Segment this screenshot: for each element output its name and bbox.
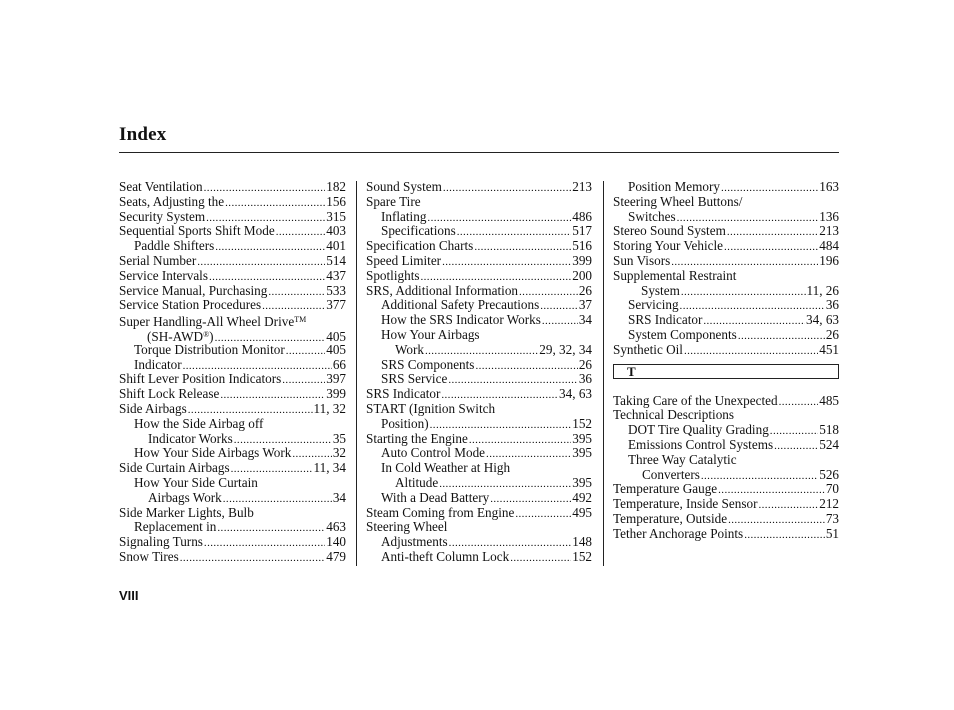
index-entry	[119, 224, 346, 239]
index-entry-term: Work	[395, 341, 424, 357]
index-entry	[366, 417, 592, 432]
index-entry-term: Paddle Shifters	[134, 238, 215, 254]
index-entry-page: 152	[572, 415, 592, 431]
index-entry-term: Steering Wheel Buttons/	[613, 193, 743, 209]
index-entry-term: Sequential Sports Shift Mode	[119, 223, 275, 239]
index-entry-page: 437	[326, 267, 346, 283]
dot-leader	[758, 497, 818, 513]
index-entry	[366, 358, 592, 373]
index-entry-term: SRS Indicator	[366, 386, 441, 402]
index-entry	[119, 446, 346, 461]
index-entry-page: 401	[326, 238, 346, 254]
index-entry-page: 485	[819, 392, 839, 408]
index-entry-page: 213	[572, 179, 592, 194]
dot-leader	[457, 224, 572, 240]
index-entry-page: 26	[825, 326, 839, 342]
index-entry-term: Steam Coming from Engine	[366, 504, 515, 520]
index-entry	[119, 491, 346, 506]
index-entry	[613, 512, 839, 527]
index-entry	[119, 417, 346, 432]
index-entry	[119, 535, 346, 550]
index-entry	[366, 432, 592, 447]
index-entry-term: Spare Tire	[366, 193, 421, 209]
index-entry-term: Steering Wheel	[366, 519, 448, 535]
index-entry-term: Service Intervals	[119, 267, 208, 283]
dot-leader	[282, 372, 325, 388]
dot-leader	[204, 535, 325, 551]
index-entry	[119, 313, 346, 328]
index-entry	[366, 269, 592, 284]
index-entry-page: 51	[825, 525, 839, 541]
index-entry-term: How Your Side Airbags Work	[134, 445, 292, 461]
index-entry	[366, 491, 592, 506]
index-entry-term: START (Ignition Switch	[366, 400, 496, 416]
index-entry-page: 395	[572, 430, 592, 446]
dot-leader	[681, 284, 806, 300]
index-entry	[119, 476, 346, 491]
index-entry-term: Three Way Catalytic	[628, 451, 737, 467]
index-entry-page: 34	[332, 489, 346, 505]
index-entry-term: Supplemental Restraint	[613, 267, 737, 283]
dot-leader	[443, 180, 571, 196]
dot-leader	[515, 506, 571, 522]
index-entry-term: Side Marker Lights, Bulb	[119, 504, 254, 520]
index-entry	[119, 343, 346, 358]
dot-leader	[701, 468, 818, 484]
index-entry	[119, 432, 346, 447]
index-entry	[366, 535, 592, 550]
index-entry-term: Adjustments	[381, 534, 448, 550]
dot-leader	[738, 328, 825, 344]
index-entry-page: 399	[326, 386, 346, 402]
index-entry-page: 377	[326, 297, 346, 313]
index-entry-page: 518	[819, 422, 839, 438]
index-entry-page: 213	[819, 223, 839, 239]
index-entry	[613, 408, 839, 423]
index-entry-term: Security System	[119, 208, 206, 224]
dot-leader	[220, 387, 325, 403]
index-entry-page: 405	[326, 328, 346, 344]
index-entry	[366, 506, 592, 521]
index-entry-term: Serial Number	[119, 252, 197, 268]
index-entry-page: 517	[572, 223, 592, 239]
index-entry-term: SRS Service	[381, 371, 448, 387]
index-entry	[119, 550, 346, 565]
dot-leader	[510, 550, 571, 566]
index-entry-page: 37	[578, 297, 592, 313]
index-entry	[119, 402, 346, 417]
index-entry	[613, 224, 839, 239]
dot-leader	[779, 394, 819, 410]
dot-leader	[774, 438, 818, 454]
index-entry	[119, 506, 346, 521]
index-entry-page: 136	[819, 208, 839, 224]
index-entry-term: System	[641, 282, 680, 298]
index-entry-page: 526	[819, 466, 839, 482]
index-entry	[613, 497, 839, 512]
index-entry-term: SRS Indicator	[628, 312, 703, 328]
index-entry-term: Altitude	[395, 474, 439, 490]
index-entry-page: 212	[819, 496, 839, 512]
dot-leader	[197, 254, 325, 270]
dot-leader	[215, 239, 325, 255]
index-entry	[366, 550, 592, 565]
index-column-3-part-b	[613, 394, 839, 542]
dot-leader	[684, 343, 818, 359]
index-entry	[119, 195, 346, 210]
dot-leader	[217, 520, 325, 536]
index-entry-term: Sound System	[366, 179, 442, 194]
index-entry	[613, 180, 839, 195]
index-entry	[119, 461, 346, 476]
index-entry-term: Anti-theft Column Lock	[381, 548, 510, 564]
index-entry-page: 451	[819, 341, 839, 357]
index-entry	[119, 520, 346, 535]
index-entry	[119, 298, 346, 313]
index-entry-term: Emissions Control Systems	[628, 436, 774, 452]
index-entry-term: Starting the Engine	[366, 430, 468, 446]
index-entry-page: 196	[819, 252, 839, 268]
index-entry-page: 73	[825, 510, 839, 526]
index-entry	[366, 520, 592, 535]
index-entry-term: Snow Tires	[119, 548, 179, 564]
index-entry-term: Additional Safety Precautions	[381, 297, 540, 313]
index-entry-term: Spotlights	[366, 267, 420, 283]
index-entry-page: 486	[572, 208, 592, 224]
index-entry	[613, 210, 839, 225]
index-entry-term: Indicator	[134, 356, 182, 372]
index-entry-page: 29, 32, 34	[539, 341, 592, 357]
index-entry	[119, 254, 346, 269]
letter-section-header: T	[613, 364, 839, 379]
dot-leader	[474, 239, 571, 255]
index-entry	[366, 476, 592, 491]
index-entry-term: Shift Lock Release	[119, 386, 220, 402]
index-entry-term: How the Side Airbag off	[134, 415, 264, 431]
index-entry	[366, 328, 592, 343]
index-entry-term: Service Station Procedures	[119, 297, 262, 313]
index-entry-term: Airbags Work	[148, 489, 222, 505]
index-entry	[119, 210, 346, 225]
index-entry-page: 140	[326, 534, 346, 550]
index-entry-page: 66	[332, 356, 346, 372]
index-entry	[119, 372, 346, 387]
index-entry-term: In Cold Weather at High	[381, 460, 511, 476]
index-entry-page: 34	[578, 312, 592, 328]
index-entry	[366, 343, 592, 358]
index-entry-term: Side Airbags	[119, 400, 187, 416]
index-entry-term: Temperature Gauge	[613, 481, 718, 497]
index-entry-term: Super Handling-All Wheel Drive™	[119, 314, 307, 330]
index-entry-term: Auto Control Mode	[381, 445, 486, 461]
index-entry-term: Synthetic Oil	[613, 341, 683, 357]
index-entry-term: Specification Charts	[366, 238, 474, 254]
index-column-1	[119, 180, 346, 565]
index-entry-page: 11, 26	[806, 282, 839, 298]
index-entry	[119, 239, 346, 254]
index-entry-term: Service Manual, Purchasing	[119, 282, 268, 298]
index-entry	[366, 210, 592, 225]
dot-leader	[475, 358, 577, 374]
index-entry	[366, 402, 592, 417]
index-entry	[613, 423, 839, 438]
dot-leader	[180, 550, 325, 566]
index-entry	[119, 180, 346, 195]
index-entry-term: Signaling Turns	[119, 534, 203, 550]
index-entry	[366, 372, 592, 387]
index-entry-term: Position Memory	[628, 179, 720, 194]
index-entry	[613, 239, 839, 254]
index-entry-page: 26	[578, 356, 592, 372]
dot-leader	[542, 313, 578, 329]
index-entry-term: How Your Airbags	[381, 326, 480, 342]
index-entry-page: 463	[326, 519, 346, 535]
index-entry-page: 397	[326, 371, 346, 387]
index-entry-term: Side Curtain Airbags	[119, 460, 230, 476]
index-entry-term: Seats, Adjusting the	[119, 193, 225, 209]
dot-leader	[225, 195, 325, 211]
index-entry-term: With a Dead Battery	[381, 489, 490, 505]
index-entry-page: 11, 34	[313, 460, 346, 476]
index-entry-page: 32	[332, 445, 346, 461]
index-entry-page: 533	[326, 282, 346, 298]
index-entry-term: Seat Ventilation	[119, 179, 203, 194]
dot-leader	[727, 224, 818, 240]
index-entry-term: Replacement in	[134, 519, 217, 535]
index-entry	[366, 180, 592, 195]
index-entry-page: 36	[825, 297, 839, 313]
page-number: VIII	[119, 588, 139, 603]
index-column-3-part-a	[613, 180, 839, 358]
index-entry-page: 148	[572, 534, 592, 550]
trademark-symbol: ®	[203, 329, 210, 339]
index-entry-page: 399	[572, 252, 592, 268]
index-entry	[613, 343, 839, 358]
index-entry-term: Temperature, Inside Sensor	[613, 496, 758, 512]
index-entry	[613, 313, 839, 328]
index-entry	[119, 358, 346, 373]
index-entry-term: How Your Side Curtain	[134, 474, 258, 490]
index-entry-term: Stereo Sound System	[613, 223, 726, 239]
dot-leader	[286, 343, 325, 359]
dot-leader	[276, 224, 326, 240]
index-entry-term: Inflating	[381, 208, 427, 224]
index-entry	[613, 438, 839, 453]
title-divider	[119, 152, 839, 153]
index-entry-page: 484	[819, 238, 839, 254]
dot-leader	[442, 254, 571, 270]
column-divider	[356, 181, 357, 566]
index-entry	[613, 298, 839, 313]
dot-leader	[540, 298, 578, 314]
index-entry-page: 156	[326, 193, 346, 209]
index-entry-page: 35	[332, 430, 346, 446]
index-entry-page: 514	[326, 252, 346, 268]
index-entry-term: Position)	[381, 415, 429, 431]
index-entry	[119, 284, 346, 299]
index-entry-page: 479	[326, 548, 346, 564]
index-entry	[366, 446, 592, 461]
index-entry-page: 34, 63	[559, 386, 592, 402]
index-entry-term: Converters	[642, 466, 700, 482]
column-divider	[603, 181, 604, 566]
index-entry-term: Sun Visors	[613, 252, 671, 268]
index-entry-page: 182	[326, 179, 346, 194]
index-entry-page: 403	[326, 223, 346, 239]
index-entry-term: Temperature, Outside	[613, 510, 728, 526]
index-entry-page: 405	[326, 341, 346, 357]
index-entry-term: Taking Care of the Unexpected	[613, 392, 778, 408]
index-entry-page: 395	[572, 445, 592, 461]
dot-leader	[770, 423, 818, 439]
index-entry-term: How the SRS Indicator Works	[381, 312, 541, 328]
trademark-symbol: TM	[294, 315, 307, 325]
index-entry-page: 36	[578, 371, 592, 387]
index-entry-page: 163	[819, 179, 839, 194]
index-entry-page: 70	[825, 481, 839, 497]
index-entry	[613, 328, 839, 343]
index-entry	[613, 394, 839, 409]
dot-leader	[268, 284, 325, 300]
dot-leader	[262, 298, 325, 314]
index-entry	[366, 224, 592, 239]
index-entry	[613, 195, 839, 210]
dot-leader	[724, 239, 818, 255]
index-entry-term: Speed Limiter	[366, 252, 442, 268]
index-entry	[366, 387, 592, 402]
index-entry-term: Switches	[628, 208, 676, 224]
index-entry	[119, 328, 346, 343]
index-entry-term: SRS Components	[381, 356, 475, 372]
index-entry-term: Shift Lever Position Indicators	[119, 371, 282, 387]
index-entry-term: Servicing	[628, 297, 679, 313]
index-entry	[613, 284, 839, 299]
index-entry-page: 11, 32	[313, 400, 346, 416]
index-entry	[613, 269, 839, 284]
dot-leader	[744, 527, 825, 543]
index-entry	[366, 239, 592, 254]
index-entry-page: 492	[572, 489, 592, 505]
index-column-3	[613, 180, 839, 542]
index-entry-page: 26	[578, 282, 592, 298]
index-entry-term: Specifications	[381, 223, 456, 239]
index-entry-page: 200	[572, 267, 592, 283]
index-entry-term: System Components	[628, 326, 737, 342]
index-entry-term: SRS, Additional Information	[366, 282, 519, 298]
index-entry-page: 524	[819, 436, 839, 452]
index-entry	[613, 254, 839, 269]
index-entry-term: DOT Tire Quality Grading	[628, 422, 769, 438]
index-entry-page: 315	[326, 208, 346, 224]
index-entry	[613, 482, 839, 497]
index-entry-term: (SH-AWD®)	[147, 328, 214, 344]
index-entry	[366, 284, 592, 299]
index-entry-term: Technical Descriptions	[613, 407, 735, 423]
index-entry-page: 495	[572, 504, 592, 520]
index-entry-term: Tether Anchorage Points	[613, 525, 744, 541]
index-entry-page: 516	[572, 238, 592, 254]
index-entry	[366, 461, 592, 476]
index-entry	[119, 269, 346, 284]
index-entry-term: Indicator Works	[148, 430, 233, 446]
index-entry-page: 395	[572, 474, 592, 490]
index-entry-term: Storing Your Vehicle	[613, 238, 724, 254]
index-entry	[119, 387, 346, 402]
index-entry	[366, 313, 592, 328]
index-entry-page: 152	[572, 548, 592, 564]
index-entry	[613, 468, 839, 483]
index-entry-page: 34, 63	[806, 312, 839, 328]
index-column-2	[366, 180, 592, 565]
index-entry	[366, 298, 592, 313]
index-entry	[366, 195, 592, 210]
page-title: Index	[119, 124, 167, 145]
index-entry	[613, 453, 839, 468]
index-entry	[613, 527, 839, 542]
index-entry	[366, 254, 592, 269]
index-entry-term: Torque Distribution Monitor	[134, 341, 285, 357]
